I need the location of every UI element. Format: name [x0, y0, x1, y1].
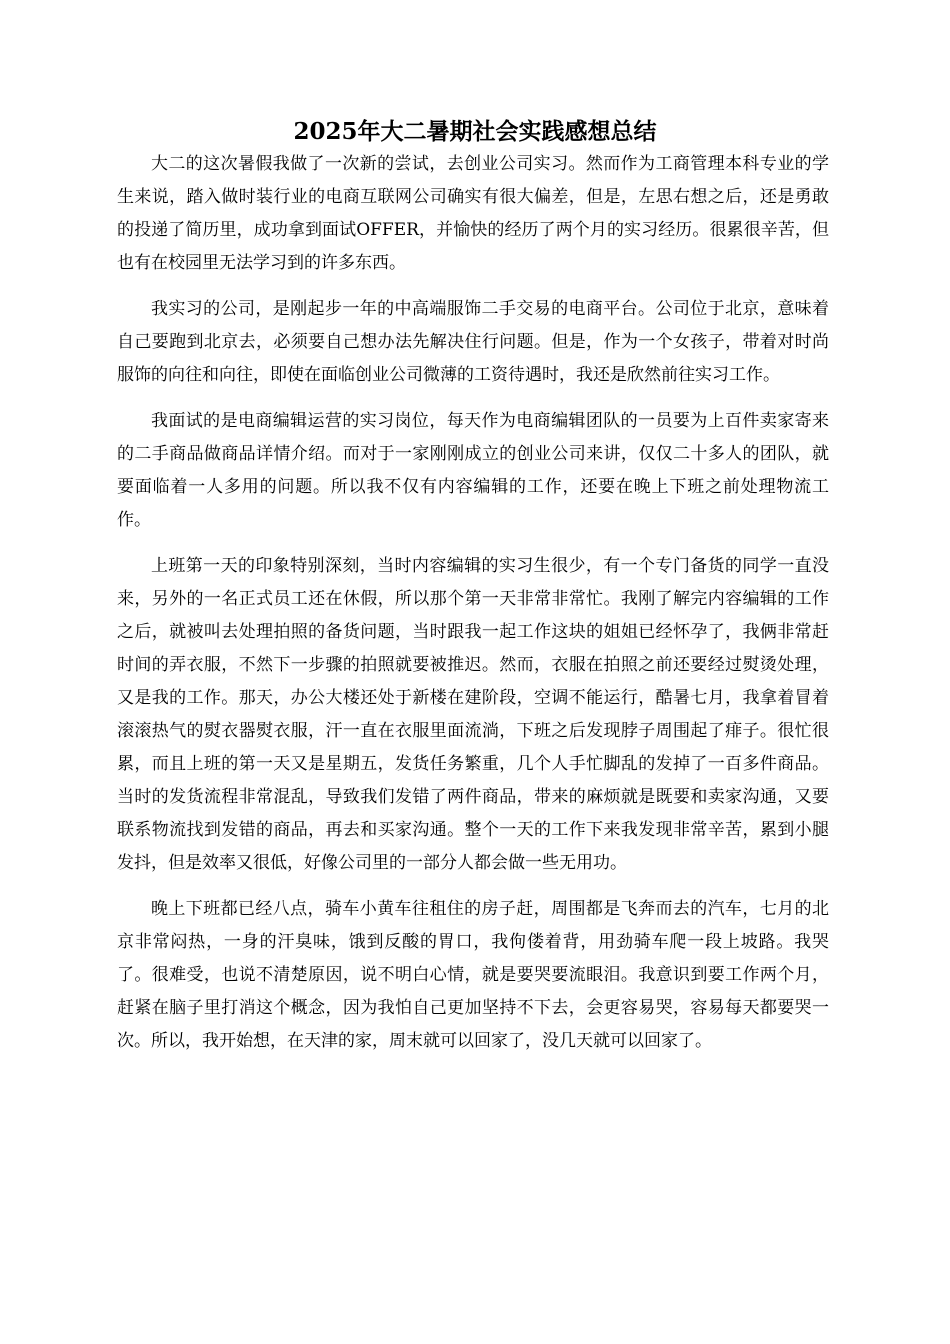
document-title: 2025年大二暑期社会实践感想总结 — [293, 118, 657, 145]
paragraph-3: 我面试的是电商编辑运营的实习岗位，每天作为电商编辑团队的一员要为上百件卖家寄来的二手商品做商品详情介绍。而对于一家刚刚成立的创业公司来讲，仅仅二十多人的团队，就要面临着一人多用的问题。所以我不仅有内容编辑的工作，还要在晚上下班之前处理物流工作。 — [117, 411, 829, 530]
paragraph-2: 我实习的公司，是刚起步一年的中高端服饰二手交易的电商平台。公司位于北京，意味着自己要跑到北京去，必须要自己想办法先解决住行问题。但是，作为一个女孩子，带着对时尚服饰的向往和向往，即使在面临创业公司微薄的工资待遇时，我还是欣然前往实习工作。 — [117, 299, 829, 385]
paragraph-4: 上班第一天的印象特别深刻，当时内容编辑的实习生很少，有一个专门备货的同学一直没来，另外的一名正式员工还在休假，所以那个第一天非常非常忙。我刚了解完内容编辑的工作之后，就被叫去处理拍照的备货问题，当时跟我一起工作这块的姐姐已经怀孕了，我俩非常赶时间的弄衣服，不然下一步骤的拍照就要被推迟。然而，衣服在拍照之前还要经过熨烫处理，又是我的工作。那天，办公大楼还处于新楼在建阶段，空调不能运行，酷暑七月，我拿着冒着滚滚热气的熨衣器熨衣服，汗一直在衣服里面流淌，下班之后发现脖子周围起了痱子。很忙很累，而且上班的第一天又是星期五，发货任务繁重，几个人手忙脚乱的发掉了一百多件商品。当时的发货流程非常混乱，导致我们发错了两件商品，带来的麻烦就是既要和卖家沟通，又要联系物流找到发错的商品，再去和买家沟通。整个一天的工作下来我发现非常辛苦，累到小腿发抖，但是效率又很低，好像公司里的一部分人都会做一些无用功。 — [117, 556, 829, 873]
paragraph-1: 大二的这次暑假我做了一次新的尝试，去创业公司实习。然而作为工商管理本科专业的学生来说，踏入做时装行业的电商互联网公司确实有很大偏差，但是，左思右想之后，还是勇敢的投递了简历里，成功拿到面试OFFER，并愉快的经历了两个月的实习经历。很累很辛苦，但也有在校园里无法学习到的许多东西。 — [117, 154, 829, 273]
document-body — [117, 148, 829, 1071]
paragraph-5: 晚上下班都已经八点，骑车小黄车往租住的房子赶，周围都是飞奔而去的汽车，七月的北京非常闷热，一身的汗臭味，饿到反酸的胃口，我佝偻着背，用劲骑车爬一段上坡路。我哭了。很难受，也说不清楚原因，说不明白心情，就是要哭要流眼泪。我意识到要工作两个月，赶紧在脑子里打消这个概念，因为我怕自己更加坚持不下去，会更容易哭，容易每天都要哭一次。所以，我开始想，在天津的家，周末就可以回家了，没几天就可以回家了。 — [117, 899, 829, 1051]
